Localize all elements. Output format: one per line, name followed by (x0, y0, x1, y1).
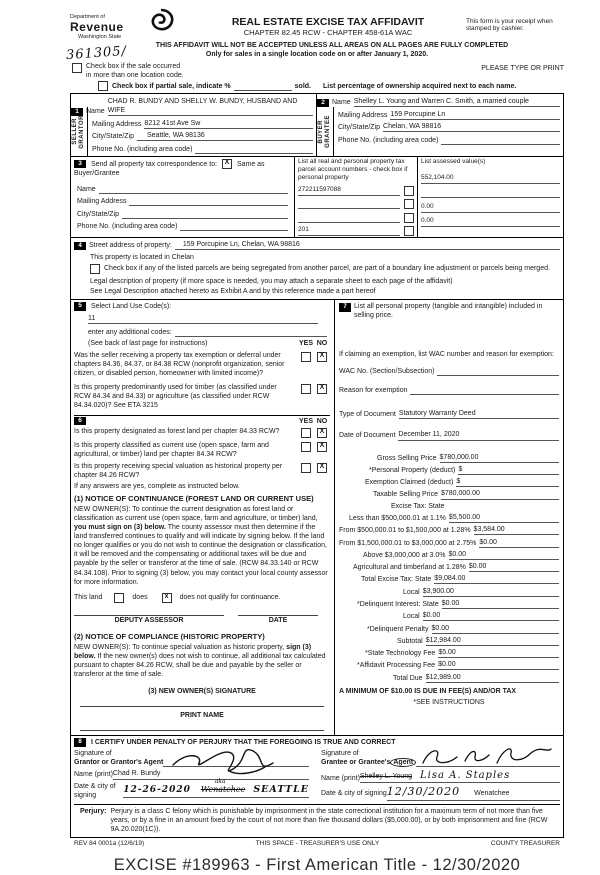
buyer-phone-field[interactable] (441, 135, 560, 145)
wac-label: WAC No. (Section/Subsection) (339, 368, 435, 376)
grantee-name-label: Name (print) (321, 775, 360, 783)
tax-field-subtotal[interactable] (426, 636, 559, 646)
tax-label-taxable: Taxable Selling Price (373, 491, 438, 499)
tax-label-tier2: From $500,000.01 to $1,500,000 at 1.28% (339, 527, 471, 535)
additional-codes-label: enter any additional codes: (88, 328, 172, 336)
form-subtitle: CHAPTER 82.45 RCW - CHAPTER 458-61A WAC (243, 28, 413, 37)
seller-phone-field[interactable] (195, 144, 313, 154)
does-not-checkbox[interactable] (162, 593, 172, 603)
grantor-sig-label-2: Grantor or Grantor's Agent (74, 759, 164, 767)
grantor-city-struck: Wenatchee (200, 784, 246, 794)
dor-swirl-icon (148, 8, 174, 32)
no-label-6: NO (316, 417, 328, 425)
question-exemption (74, 351, 330, 378)
same-as-buyer-checkbox[interactable] (222, 159, 232, 169)
yes-no-header-5 (298, 339, 330, 348)
tax-correspondence-column (71, 157, 295, 237)
tax-value-personal: $ (458, 465, 463, 473)
buyer-city-label: City/State/Zip (338, 124, 381, 132)
tax-label-tech-fee: *State Technology Fee (365, 650, 436, 658)
assessed-header: List assessed value(s) (421, 157, 486, 165)
does-not-label: does not qualify for continuance. (179, 594, 281, 602)
print-name-heading: PRINT NAME (180, 712, 224, 719)
certify-statement: I CERTIFY UNDER PENALTY OF PERJURY THAT THE FOREGOING IS TRUE AND CORRECT (90, 739, 396, 747)
historic-no-checkbox[interactable] (317, 463, 327, 473)
buyer-name-label: Name (332, 98, 351, 106)
section4 (71, 237, 563, 299)
tax-field-total-local[interactable] (423, 587, 559, 597)
continuance-heading: (1) NOTICE OF CONTINUANCE (FOREST LAND OR CURRENT USE) (74, 494, 314, 504)
tax-field-tech-fee[interactable] (438, 648, 559, 658)
tax-value-tier2: $3,584.00 (473, 526, 505, 534)
question-forest-text: Is this property designated as forest land per chapter 84.33 RCW? (74, 427, 280, 435)
logo-dept-text: Department of (70, 14, 105, 20)
corr-phone-label: Phone No. (including area code) (77, 223, 178, 231)
ownership-note: List percentage of ownership acquired next to each name. (323, 83, 517, 91)
parcel-4-field[interactable] (298, 226, 400, 236)
land-use-label: Select Land Use Code(s): (90, 303, 172, 311)
buyer-section (317, 94, 563, 155)
land-use-code-value: 11 (88, 315, 96, 323)
new-owner-signature-heading: (3) NEW OWNER(S) SIGNATURE (148, 687, 256, 695)
multi-location-label-2: in more than one location code. (86, 72, 184, 80)
parcel-numbers-column (295, 157, 418, 237)
exemption-yes-checkbox[interactable] (301, 352, 311, 362)
doc-date-label: Date of Document (339, 432, 396, 440)
tax-label-excise-state: Excise Tax: State (391, 502, 445, 510)
question-current-use-text: Is this property classified as current use (open space, farm and agricultural, or timber) land per chapter 84.34 RCW? (74, 441, 269, 458)
handwritten-receipt-number: 361305/ (65, 43, 128, 64)
tax-value-agricultural: $0.00 (468, 563, 487, 571)
tax-field-tier2[interactable] (474, 525, 559, 535)
tax-label-personal: *Personal Property (deduct) (369, 466, 456, 474)
assessed-3-field[interactable] (421, 203, 560, 213)
grantor-date-label: Date & city of signing (74, 782, 116, 799)
if-yes-note: If any answers are yes, complete as instructed below. (74, 483, 240, 490)
section4-badge: 4 (74, 242, 86, 251)
affidavit-page (65, 6, 564, 875)
tax-value-subtotal: $12,984.00 (425, 636, 461, 644)
new-owner-signature-field[interactable] (80, 696, 324, 707)
seller-city-label: City/State/Zip (92, 133, 135, 141)
no-label: NO (316, 339, 328, 347)
seller-name-field[interactable] (108, 97, 313, 116)
current-use-yes-checkbox[interactable] (301, 442, 311, 452)
form-rev-number: REV 84 0001a (12/6/19) (74, 840, 145, 848)
compliance-body-2: If the new owner(s) does not wish to continue, all additional tax calculated pursuant to chapter 84.26 RCW, shall be due and payable by the seller or transferor at the time of sale. (74, 652, 326, 678)
question-timber-text: Is this property predominantly used for timber (as classified under RCW 84.34 and 84.33) or agriculture (as classified under RCW 84.34.020)? See ETA 3215 (74, 384, 277, 410)
compliance-body-bold: sign (3) below. (74, 643, 312, 660)
parcel-4-number: 201 (298, 226, 309, 234)
seller-mailing-label: Mailing Address (92, 120, 142, 128)
grantee-date-handwritten: 12/30/2020 (386, 785, 461, 799)
question-historic-text: Is this property receiving special valuation as historical property per chapter 84.26 RCW? (74, 462, 283, 479)
personal-property-label: List all personal property (tangible and intangible) included in selling price. (354, 303, 543, 320)
tax-computation (339, 453, 559, 683)
tax-field-total-due[interactable] (426, 673, 559, 683)
historic-yes-checkbox[interactable] (301, 463, 311, 473)
deputy-assessor-line: DEPUTY ASSESSOR (74, 615, 224, 625)
seller-name-value: CHAD R. BUNDY AND SHELLY W. BUNDY, HUSBAND AND WIFE (107, 97, 298, 115)
section2-badge: 2 (317, 99, 329, 108)
street-address-label: Street address of property: (89, 242, 172, 250)
minimum-due-note: A MINIMUM OF $10.00 IS DUE IN FEE(S) AND/OR TAX (339, 687, 517, 695)
grantor-sig-label-1: Signature of (74, 750, 112, 758)
corr-mailing-field[interactable] (129, 196, 288, 206)
grantor-name-field[interactable] (113, 769, 309, 779)
assessed-1-field[interactable] (421, 174, 560, 184)
section7-badge: 7 (339, 303, 351, 312)
yes-no-header-6 (298, 417, 330, 426)
send-correspondence-label: Send all property tax correspondence to: (90, 160, 218, 168)
doc-date-field[interactable] (398, 430, 559, 440)
section8 (71, 735, 563, 837)
this-land-label: This land (74, 594, 103, 602)
land-use-code-field[interactable] (88, 314, 318, 324)
seller-side-label (71, 107, 88, 155)
notice-line-1: THIS AFFIDAVIT WILL NOT BE ACCEPTED UNLESS ALL AREAS ON ALL PAGES ARE FULLY COMPLETED (155, 42, 509, 49)
street-address-field[interactable] (175, 240, 560, 250)
question-timber (74, 383, 330, 410)
tax-label-agricultural: Agricultural and timberland at 1.28% (353, 564, 466, 572)
grantee-name-handwritten: Lisa A. Staples (420, 770, 511, 782)
tax-label-processing-fee: *Affidavit Processing Fee (357, 662, 436, 670)
doc-date-value: December 11, 2020 (398, 431, 460, 439)
compliance-body (74, 643, 330, 679)
assessed-3-value: 0.00 (421, 202, 434, 210)
notice-line-2: Only for sales in a single location code on or after January 1, 2020. (205, 51, 429, 59)
grantee-date-label: Date & city of signing (321, 789, 387, 797)
tax-field-agricultural[interactable] (469, 562, 559, 572)
exemption-no-checkbox[interactable] (317, 352, 327, 362)
tax-field-exemption[interactable] (456, 477, 559, 487)
additional-codes-field[interactable] (175, 327, 327, 337)
corr-name-field[interactable] (99, 184, 288, 194)
multi-location-label-1: Check box if the sale occurred (86, 63, 181, 71)
continuance-body (74, 505, 330, 587)
compliance-heading: (2) NOTICE OF COMPLIANCE (HISTORIC PROPERTY) (74, 631, 265, 641)
tax-field-tier3[interactable] (479, 538, 559, 548)
multi-location-label (86, 62, 184, 80)
current-use-no-checkbox[interactable] (317, 442, 327, 452)
tax-label-tier1: Less than $500,000.01 at 1.1% (349, 514, 446, 522)
tax-value-gross: $780,000.00 (439, 453, 479, 461)
tax-value-taxable: $780,000.00 (440, 490, 480, 498)
tax-value-total-state: $9,084.00 (434, 575, 466, 583)
section8-badge: 8 (74, 738, 86, 747)
corr-phone-field[interactable] (180, 221, 288, 231)
grantee-sig-label-2: Grantee or Grantee's (321, 759, 391, 767)
tax-label-subtotal: Subtotal (397, 637, 423, 645)
tax-field-total-state[interactable] (434, 574, 559, 584)
does-checkbox[interactable] (114, 593, 124, 603)
seller-mailing-field[interactable] (144, 119, 313, 129)
grantor-city-annotation: aka (214, 777, 226, 785)
form-title: REAL ESTATE EXCISE TAX AFFIDAVIT (231, 16, 425, 28)
seller-side-label-2: GRANTOR (79, 114, 85, 149)
historic-no-mark: X (319, 462, 325, 470)
tax-label-total-due: Total Due (393, 674, 423, 682)
tax-value-delinq-int-state: $0.00 (441, 599, 460, 607)
tax-field-gross[interactable] (440, 453, 559, 463)
seller-mailing-value: 8212 41st Ave Sw (144, 119, 201, 127)
left-column (71, 300, 335, 735)
parcel-1-number: 272211597088 (298, 185, 341, 193)
grantor-name-label: Name (print) (74, 771, 113, 779)
exemption-note: If claiming an exemption, list WAC number and reason for exemption: (339, 351, 554, 359)
wac-field[interactable] (437, 366, 559, 376)
seller-side-label-1: SELLER (72, 118, 79, 145)
tax-field-delinq-int-state[interactable] (442, 599, 559, 609)
parcel-4-personal-checkbox[interactable] (404, 226, 414, 236)
grantee-name-struck: Shelley L. Young (359, 773, 413, 781)
county-treasurer-label: COUNTY TREASURER (490, 840, 560, 848)
buyer-mailing-label: Mailing Address (338, 111, 388, 119)
corr-city-field[interactable] (122, 209, 288, 219)
continuance-body-bold: you must sign on (3) below. (74, 524, 166, 532)
tax-label-tier4: Above $3,000,000 at 3.0% (363, 551, 446, 559)
perjury-text: Perjury is a class C felony which is punishable by imprisonment in the state correctional institution for a maximum term of not more than five years, or by a fine in an amount fixed by the court of not more than five thousand dollars ($5,000.00), or by both imprisonment and fine (RCW 9A.20.020(1C)). (110, 807, 548, 833)
continuance-body-1: NEW OWNER(S): To continue the current designation as forest land or classification as current use (open space, farm and agriculture, or timber) land, (74, 505, 318, 522)
grantee-signature-field[interactable] (416, 757, 560, 767)
doc-type-label: Type of Document (339, 411, 396, 419)
grantor-signature-field[interactable] (163, 757, 309, 767)
please-type-or-print: PLEASE TYPE OR PRINT (481, 65, 564, 73)
logo-state-text: Washington State (78, 34, 122, 40)
tax-value-total-local: $3,900.00 (422, 587, 454, 595)
segregated-checkbox[interactable] (90, 264, 100, 274)
parcel-2-field[interactable] (298, 199, 400, 209)
assessed-4-value: 0.00 (421, 217, 434, 225)
dor-logo (65, 6, 190, 64)
grantor-name-value: Chad R. Bundy (112, 770, 161, 778)
parcel-2-personal-checkbox[interactable] (404, 199, 414, 209)
grantor-date-handwritten: 12-26-2020 (123, 784, 191, 795)
tax-label-delinq-int-local: Local (403, 613, 420, 621)
partial-sale-percent-field[interactable] (234, 81, 292, 91)
parcel-1-field[interactable] (298, 186, 400, 196)
see-back-note: (See back of last page for instructions) (88, 339, 208, 347)
section1-badge: 1 (71, 108, 83, 117)
yes-label: YES (298, 339, 313, 347)
does-not-mark: x (164, 592, 169, 600)
buyer-city-value: Chelan, WA 98816 (383, 123, 442, 131)
street-address-value: 159 Porcupine Ln, Chelan, WA 98816 (182, 241, 300, 249)
multi-location-field (70, 62, 184, 80)
assessed-4-field[interactable] (421, 217, 560, 227)
parcel-header: List all real and personal property tax parcel account numbers - check box if personal property (298, 157, 408, 182)
buyer-mailing-value: 159 Porcupine Ln (390, 110, 446, 118)
corr-name-label: Name (77, 185, 96, 193)
tax-label-gross: Gross Selling Price (377, 454, 437, 462)
assessed-1-value: 552,104.00 (421, 173, 454, 181)
question-historic (74, 462, 330, 480)
timber-no-checkbox[interactable] (317, 384, 327, 394)
grantee-date-field[interactable] (387, 785, 560, 800)
corr-mailing-label: Mailing Address (77, 198, 127, 206)
buyer-side-label (317, 107, 334, 155)
print-name-field[interactable] (80, 720, 324, 731)
does-label: does (132, 594, 148, 602)
continuance-body-2: The county assessor must then determine if the land transferred continues to qualify and will indicate by signing below. If the land no longer qualifies or you do not wish to continue the designation or classification, it will be removed and the compensating or additional taxes will be due and payable by the seller or transferor at the time of sale. (RCW 84.33.140 or RCW 84.34.108). Prior to signing (3) below, you may contact your local county assessor for more information. (74, 524, 328, 586)
doc-type-value: Statutory Warranty Deed (398, 410, 476, 418)
buyer-name-field[interactable] (354, 97, 560, 107)
buyer-phone-label: Phone No. (including area code) (338, 136, 439, 144)
grantor-signing-block (74, 747, 317, 800)
grantee-name-field[interactable] (360, 769, 560, 783)
compliance-body-1: NEW OWNER(S): To continue special valuation as historic property, (74, 643, 285, 651)
section3-badge: 3 (74, 160, 86, 169)
tax-value-tier4: $0.00 (448, 550, 467, 558)
buyer-city-field[interactable] (383, 122, 560, 132)
legal-description-value: See Legal Description attached hereto as Exhibit A and by this reference made a part hereof (90, 288, 376, 295)
receipt-note: This form is your receipt when stamped by cashier. (466, 18, 553, 32)
tax-value-total-due: $12,989.00 (425, 673, 461, 681)
segregated-label: Check box if any of the listed parcels are being segregated from another parcel, are part of a boundary line adjustment or parcels being merged. (104, 265, 550, 273)
question-exemption-text: Was the seller receiving a property tax exemption or deferral under chapters 84.36, 84.37, or 84.38 RCW (nonprofit organization, senior citizen, or disabled person, homeowner with limited income)? (74, 351, 285, 378)
assessed-2-field[interactable] (421, 188, 560, 198)
perjury-block (74, 804, 560, 837)
perjury-label: Perjury: (80, 807, 107, 815)
grantee-sig-label-1: Signature of (321, 750, 359, 758)
seller-city-value: Seattle, WA 98136 (147, 132, 205, 140)
form-body (70, 93, 564, 838)
seller-section (71, 94, 317, 155)
question-forest (74, 427, 330, 438)
tax-field-tier4[interactable] (449, 550, 559, 560)
tax-value-tier3: $0.00 (479, 538, 497, 546)
section5-badge: 5 (74, 302, 86, 311)
corr-city-label: City/State/Zip (77, 210, 120, 218)
buyer-side-label-1: BUYER (318, 119, 325, 144)
excise-stamp: EXCISE #189963 - First American Title - 12/30/2020 (113, 856, 521, 875)
seller-city-field[interactable] (137, 131, 313, 141)
yes-label-6: YES (298, 417, 313, 425)
tax-label-total-local: Local (403, 588, 420, 596)
treasurer-space-label: THIS SPACE - TREASURER'S USE ONLY (255, 840, 380, 848)
forest-no-checkbox[interactable] (317, 428, 327, 438)
tax-field-taxable[interactable] (441, 489, 559, 499)
tax-field-delinq-penalty[interactable] (432, 624, 560, 634)
buyer-mailing-field[interactable] (390, 110, 560, 120)
current-use-no-mark: X (319, 441, 325, 449)
right-column (335, 300, 563, 735)
buyer-name-value: Shelley L. Young and Warren C. Smith, a married couple (353, 97, 529, 105)
tax-field-tier1[interactable] (449, 513, 559, 523)
multi-location-checkbox[interactable] (72, 63, 82, 73)
partial-sale-checkbox[interactable] (98, 81, 108, 91)
tax-label-exemption: Exemption Claimed (deduct) (365, 479, 454, 487)
assessed-values-column (418, 157, 563, 237)
grantee-signing-block (317, 747, 560, 800)
tax-field-processing-fee[interactable] (438, 660, 559, 670)
see-instructions-note: *SEE INSTRUCTIONS (413, 698, 485, 706)
tax-label-total-state: Total Excise Tax: State (361, 576, 432, 584)
grantee-agent-circled: Agent (390, 758, 416, 767)
middle-columns (71, 299, 563, 735)
section3 (71, 156, 563, 237)
located-in-text: This property is located in Chelan (90, 253, 194, 261)
tax-field-delinq-int-local[interactable] (423, 611, 559, 621)
same-as-buyer-label: Same as Buyer/Grantee (74, 160, 265, 177)
grantor-city-handwritten: SEATTLE (253, 783, 309, 795)
buyer-side-label-2: GRANTEE (325, 115, 331, 149)
tax-label-tier3: From $1,500,000.01 to $3,000,000 at 2.75% (339, 539, 477, 547)
timber-yes-checkbox[interactable] (301, 384, 311, 394)
exemption-no-mark: X (319, 351, 325, 359)
grantee-city-value: Wenatchee (474, 790, 510, 798)
tax-label-delinq-int-state: *Delinquent Interest: State (357, 600, 439, 608)
tax-label-delinq-penalty: *Delinquent Penalty (367, 625, 429, 633)
tax-value-delinq-int-local: $0.00 (422, 612, 441, 620)
logo-agency-text: Revenue (70, 20, 124, 34)
tax-value-tech-fee: $5.00 (438, 649, 456, 657)
grantor-date-field[interactable] (123, 777, 309, 798)
title-block (190, 6, 466, 37)
tax-value-tier1: $5,500.00 (448, 513, 481, 521)
tax-value-exemption: $ (456, 478, 461, 486)
section6-badge: 6 (74, 417, 86, 426)
seller-name-label: Name (86, 108, 105, 116)
question-current-use (74, 441, 330, 459)
partial-sale-sold-label: sold. (294, 83, 311, 91)
assessor-date-line: DATE (238, 615, 318, 625)
same-as-buyer-mark: X (224, 158, 230, 166)
tax-value-processing-fee: $0.00 (438, 661, 456, 669)
legal-description-label: Legal description of property (if more space is needed, you may attach a separate sheet to each page of the affidavit) (90, 277, 453, 285)
personal-property-blank[interactable] (339, 320, 559, 350)
reason-field[interactable] (410, 385, 559, 395)
grantor-sig-label (74, 749, 163, 767)
forest-no-mark: X (319, 427, 325, 435)
doc-type-field[interactable] (399, 409, 559, 419)
grantee-sig-label (321, 749, 416, 767)
tax-field-personal[interactable] (458, 465, 559, 475)
forest-yes-checkbox[interactable] (301, 428, 311, 438)
reason-label: Reason for exemption (339, 387, 408, 395)
parcel-3-personal-checkbox[interactable] (404, 213, 414, 223)
tax-value-delinq-penalty: $0.00 (431, 624, 450, 632)
parcel-1-personal-checkbox[interactable] (404, 186, 414, 196)
parcel-3-field[interactable] (298, 213, 400, 223)
continuance-qualify-row (74, 593, 330, 603)
timber-no-mark: X (319, 384, 325, 392)
footer-row (70, 840, 564, 848)
seller-phone-label: Phone No. (including area code) (92, 145, 193, 153)
partial-sale-label: Check box if partial sale, indicate % (112, 83, 231, 91)
